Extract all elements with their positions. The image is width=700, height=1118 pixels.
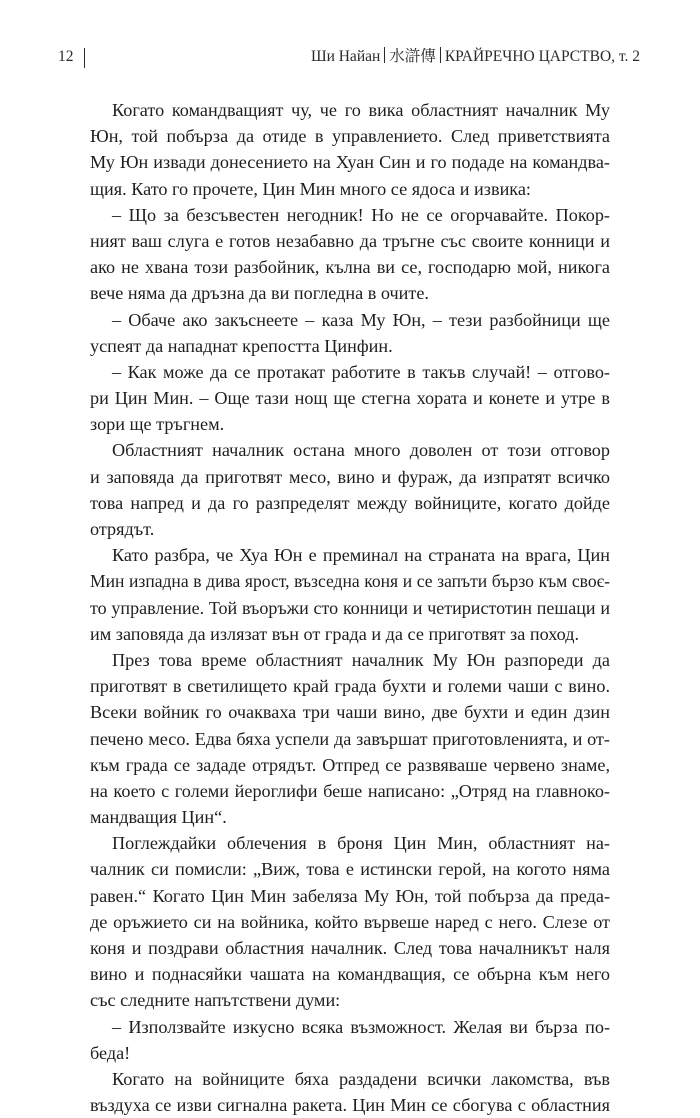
text-line: През това време областният началник Му Юн разпореди да	[112, 649, 610, 670]
text-line: вече няма да дръзна да ви погледна в очите.	[90, 283, 429, 304]
text-line: – Що за безсъвестен негодник! Но не се огорчавайте. Покор-	[112, 204, 610, 225]
text-line: – Обаче ако закъснеете – каза Му Юн, – тези разбойници ще	[112, 309, 610, 330]
text-line: отрядът.	[90, 519, 155, 539]
text-line: ако не хвана този разбойник, кълна ви се, господарю мой, никога	[90, 257, 610, 278]
text-line: равен.“ Когато Цин Мин забеляза Му Юн, той побърза да преда-	[90, 885, 610, 906]
text-line: Поглеждайки облечения в броня Цин Мин, областният на-	[112, 833, 610, 854]
text-line: ри Цин Мин. – Още тази нощ ще стегна хората и конете и утре в	[90, 388, 610, 409]
text-line: Му Юн извади донесението на Хуан Син и го подаде на командва-	[90, 152, 610, 173]
text-line: към града се зададе отрядът. Отпред се развяваше червено знаме,	[90, 754, 610, 775]
text-line: Юн, той побърза да отиде в управлението. След приветствията	[90, 126, 610, 147]
text-line: Като разбра, че Хуа Юн е преминал на страната на врага, Цин	[112, 545, 610, 566]
text-line: въздуха се изви сигнална ракета. Цин Мин се сбогува с областния	[90, 1095, 610, 1116]
text-line: де оръжието си на войника, който вървеше наред с него. Слезе от	[90, 911, 610, 932]
text-line: чалник си помисли: „Виж, това е истински герой, на когото няма	[90, 859, 610, 880]
header-divider	[384, 47, 385, 63]
page-number: 12	[58, 48, 74, 65]
text-line: успеят да нападнат крепостта Цинфин.	[90, 335, 393, 356]
text-line: със следните напътствени думи:	[90, 990, 341, 1011]
text-line: щия. Като го прочете, Цин Мин много се ядоса и извика:	[90, 178, 531, 199]
running-header	[58, 44, 640, 70]
text-line: Мин изпадна в дива ярост, възседна коня и се запъти бързо към своє-	[90, 571, 610, 592]
text-line: Когато командващият чу, че го вика областният началник Му	[112, 100, 610, 120]
text-line: Когато на войниците бяха раздадени всички лакомства, във	[112, 1068, 610, 1089]
text-line: това напред и да го разпределят между войниците, когато дойде	[90, 492, 610, 513]
text-line: мандващия Цин“.	[90, 807, 227, 828]
original-title: 水滸傳	[389, 48, 436, 65]
text-line: то управление. Той въоръжи сто конници и четиристотин пешаци и	[90, 597, 610, 618]
header-divider	[440, 47, 441, 63]
text-line: и заповяда да приготвят месо, вино и фураж, да изпратят всичко	[90, 466, 610, 487]
book-title: КРАЙРЕЧНО ЦАРСТВО, т. 2	[444, 48, 640, 65]
page-number-divider	[84, 48, 85, 68]
text-line: на което с големи йероглифи беше написано: „Отряд на главноко-	[90, 780, 610, 801]
text-line: – Как може да се протакат работите в такъв случай! – отгово-	[112, 361, 610, 382]
text-line: – Използвайте изкусно всяка възможност. Желая ви бърза по-	[112, 1016, 610, 1037]
text-line: зори ще тръгнем.	[90, 414, 225, 435]
text-line: Всеки войник го очакваха три чаши вино, две бухти и един дзин	[90, 702, 610, 723]
text-line: приготвят в светилището край града бухти и големи чаши с вино.	[90, 676, 610, 697]
text-line: вино и поднасяйки чашата на командващия, се обърна към него	[90, 964, 610, 985]
running-head-title	[311, 44, 640, 70]
author-name: Ши Найан	[310, 48, 381, 65]
text-line: им заповяда да излязат вън от града и да се приготвят за поход.	[90, 623, 579, 644]
text-line: коня и поздрави областния началник. След това началникът наля	[90, 938, 610, 958]
text-line: Областният началник остана много доволен от този отговор	[112, 440, 610, 461]
text-line: беда!	[90, 1042, 131, 1063]
text-line: печено месо. Едва бяха успели да завършат приготовленията, и от-	[90, 728, 610, 749]
body-text	[90, 97, 610, 1118]
text-line: ният ваш слуга е готов незабавно да тръгне със своите конници и	[90, 230, 610, 251]
